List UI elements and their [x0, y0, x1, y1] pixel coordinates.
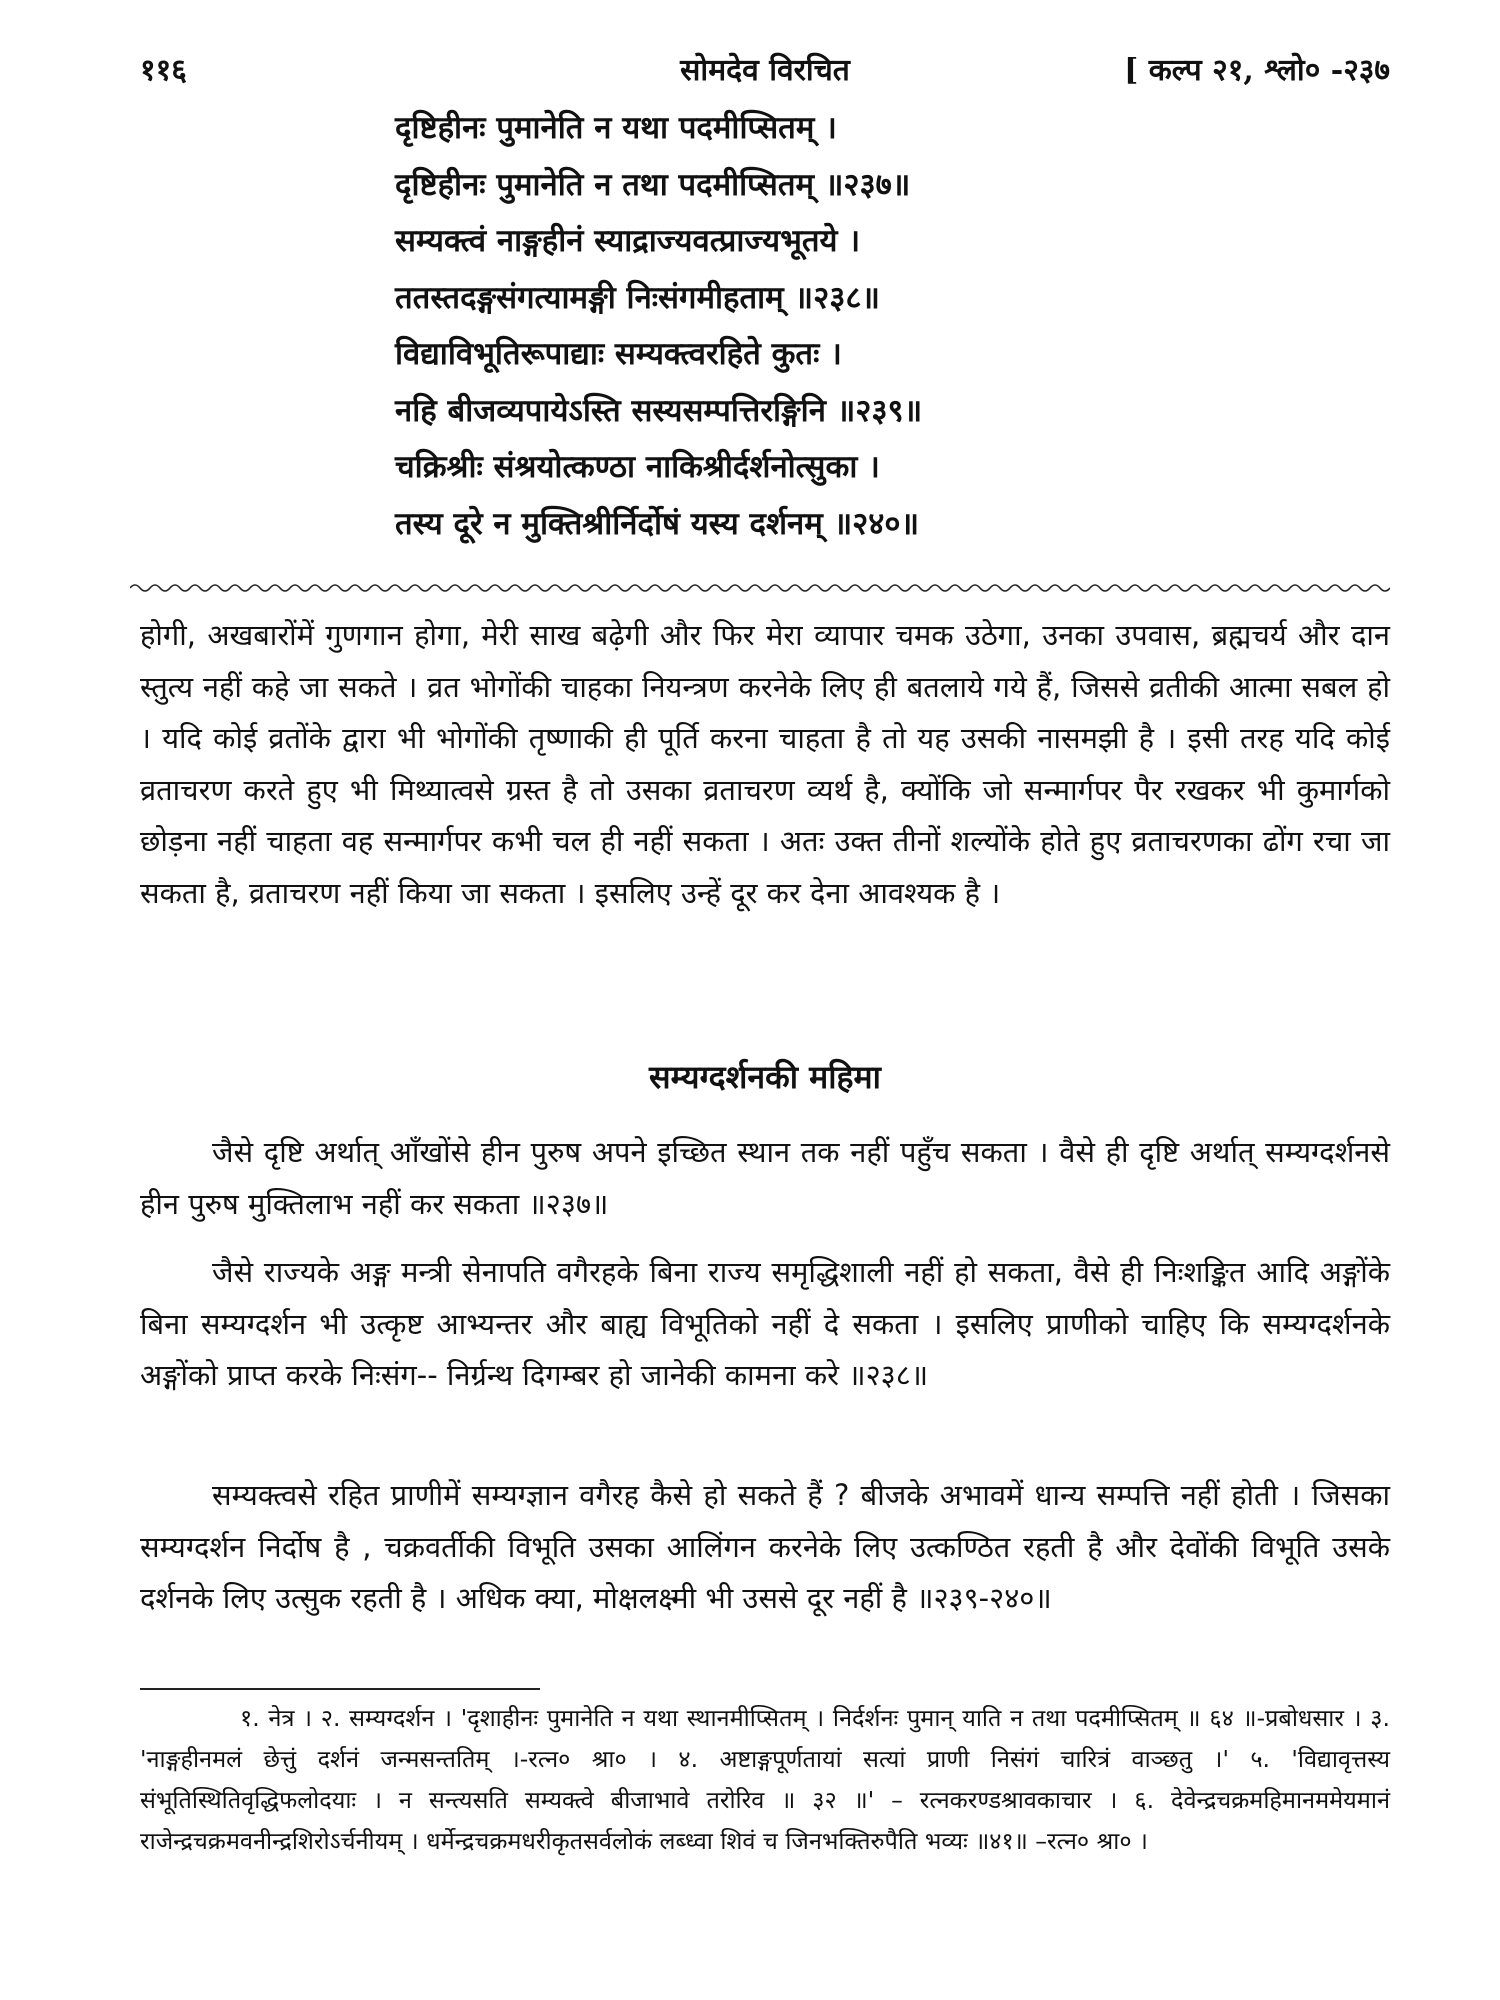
sanskrit-verses [395, 100, 1395, 552]
verse-line: सम्यक्त्वं नाङ्गहीनं स्याद्राज्यवत्प्राज्यभूतये । [395, 223, 861, 259]
verse-line: दृष्टिहीनः पुमानेति न यथा पदमीप्सितम् । [395, 110, 837, 146]
verse-line: दृष्टिहीनः पुमानेति न तथा पदमीप्सितम् ॥२३७॥ [395, 166, 911, 203]
running-title: सोमदेव विरचित [680, 53, 850, 88]
verse-line: नहि बीजव्यपायेऽस्ति सस्यसम्पत्तिरङ्गिनि ॥२३९॥ [395, 392, 923, 429]
footnotes: १. नेत्र । २. सम्यग्दर्शन । 'दृशाहीनः पुमानेति न यथा स्थानमीप्सितम् । निर्दर्शनः पुमान् याति न तथा पदमीप्सितम् ॥ ६४ ॥-प्रबोधसार । ३. 'नाङ्गहीनमलं छेत्तुं दर्शनं जन्मसन्ततिम् ।-रत्न० श्रा० । ४. अष्टाङ्गपूर्णतायां सत्यां प्राणी निसंगं चारित्रं वाञ्छतु ।' ५. 'विद्यावृत्तस्य संभूतिस्थितिवृद्धिफलोदयाः । न सन्त्यसति सम्यक्त्वे बीजाभावे तरोरिव ॥ ३२ ॥' – रत्नकरण्डश्रावकाचार । ६. देवेन्द्रचक्रमहिमानममेयमानं राजेन्द्रचक्रमवनीन्द्रशिरोऽर्चनीयम् । धर्मेन्द्रचक्रमधरीकृतसर्वलोकं लब्ध्वा शिवं च जिनभक्तिरुपैति भव्यः ॥४१॥ –रत्न० श्रा० । [140, 1704, 1390, 1855]
commentary-paragraph: जैसे दृष्टि अर्थात् आँखोंसे हीन पुरुष अपने इच्छित स्थान तक नहीं पहुँच सकता । वैसे ही दृष्टि अर्थात् सम्यग्दर्शनसे हीन पुरुष मुक्तिलाभ नहीं कर सकता ॥२३७॥ [140, 1135, 1390, 1221]
commentary-paragraph: जैसे राज्यके अङ्ग मन्त्री सेनापति वगैरहके बिना राज्य समृद्धिशाली नहीं हो सकता, वैसे ही निःशङ्कित आदि अङ्गोंके बिना सम्यग्दर्शन भी उत्कृष्ट आभ्यन्तर और बाह्य विभूतिको नहीं दे सकता । इसलिए प्राणीको चाहिए कि सम्यग्दर्शनके अङ्गोंको प्राप्त करके निःसंग-- निर्ग्रन्थ दिगम्बर हो जानेकी कामना करे ॥२३८॥ [140, 1255, 1390, 1392]
verse-line: तस्य दूरे न मुक्तिश्रीर्निर्दोषं यस्य दर्शनम् ॥२४०॥ [395, 505, 920, 542]
footnote-rule [140, 1688, 540, 1690]
page-header [140, 48, 1390, 98]
section-heading: सम्यग्दर्शनकी महिमा [649, 1058, 881, 1096]
commentary-paragraph: होगी, अखबारोंमें गुणगान होगा, मेरी साख बढ़ेगी और फिर मेरा व्यापार चमक उठेगा, उनका उपवास, ब्रह्मचर्य और दान स्तुत्य नहीं कहे जा सकते । व्रत भोगोंकी चाहका नियन्त्रण करनेके लिए ही बतलाये गये हैं, जिससे व्रतीकी आत्मा सबल हो । यदि कोई व्रतोंके द्वारा भी भोगोंकी तृष्णाकी ही पूर्ति करना चाहता है तो यह उसकी नासमझी है । इसी तरह यदि कोई व्रताचरण करते हुए भी मिथ्यात्वसे ग्रस्त है तो उसका व्रताचरण व्यर्थ है, क्योंकि जो सन्मार्गपर पैर रखकर भी कुमार्गको छोड़ना नहीं चाहता वह सन्मार्गपर कभी चल ही नहीं सकता । अतः उक्त तीनों शल्योंके होते हुए व्रताचरणका ढोंग रचा जा सकता है, व्रताचरण नहीं किया जा सकता । इसलिए उन्हें दूर कर देना आवश्यक है । [140, 618, 1390, 910]
chapter-verse-reference: [ कल्प २१, श्लो० -२३७ [1124, 53, 1390, 88]
verse-line: विद्याविभूतिरूपाद्याः सम्यक्त्वरहिते कुतः । [395, 336, 842, 372]
page-number: ११६ [140, 53, 187, 88]
wavy-divider [130, 582, 1390, 594]
commentary-paragraph: सम्यक्त्वसे रहित प्राणीमें सम्यग्ज्ञान वगैरह कैसे हो सकते हैं ? बीजके अभावमें धान्य सम्पत्ति नहीं होती । जिसका सम्यग्दर्शन निर्दोष है , चक्रवर्तीकी विभूति उसका आलिंगन करनेके लिए उत्कण्ठित रहती है और देवोंकी विभूति उसके दर्शनके लिए उत्सुक रहती है । अधिक क्या, मोक्षलक्ष्मी भी उससे दूर नहीं है ॥२३९-२४०॥ [140, 1478, 1390, 1615]
verse-line: चक्रिश्रीः संश्रयोत्कण्ठा नाकिश्रीर्दर्शनोत्सुका । [395, 449, 880, 485]
verse-line: ततस्तदङ्गसंगत्यामङ्गी निःसंगमीहताम् ॥२३८॥ [395, 279, 881, 316]
